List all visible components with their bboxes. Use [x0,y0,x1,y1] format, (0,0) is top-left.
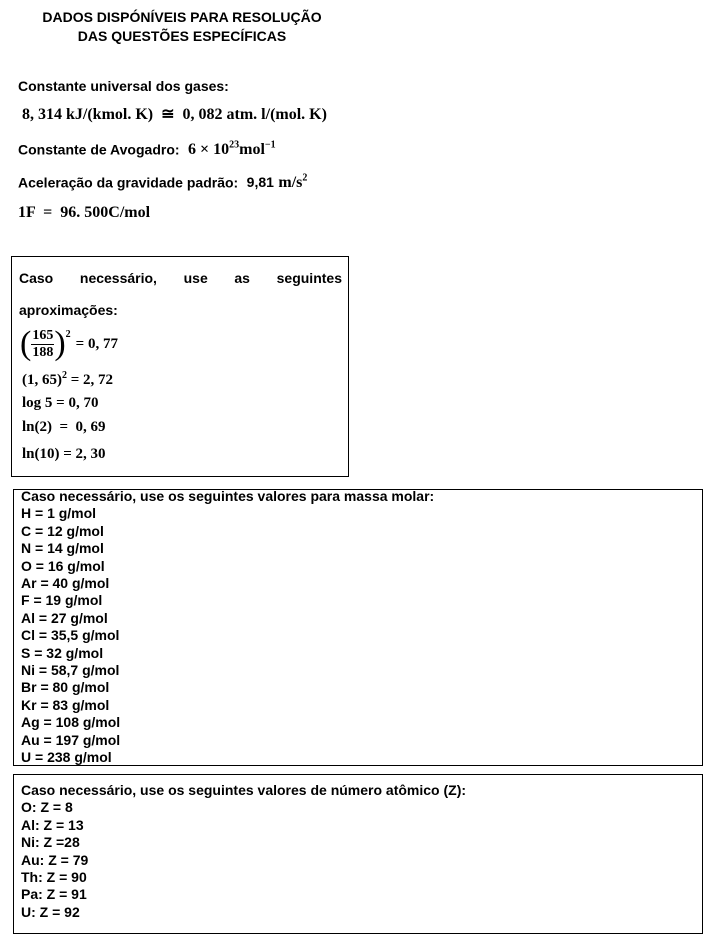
atomic-number-item: Pa: Z = 91 [21,886,87,903]
gas-constant-value: 8, 314 kJ/(kmol. K) ≅ 0, 082 atm. l/(mol. K) [22,106,327,123]
molar-mass-item: Cl = 35,5 g/mol [21,627,120,644]
title-line-2: DAS QUESTÕES ESPECÍFICAS [77,28,287,44]
intro-word-2: necessário, [79,270,157,286]
avogadro-row [18,140,276,159]
avogadro-exponent: 23 [229,140,240,151]
atomic-number-header: Caso necessário, use os seguintes valores de número atômico (Z): [21,782,467,798]
approx-item-3: log 5 = 0, 70 [22,395,99,411]
gravity-unit-text: m/s [278,174,303,192]
item2-exponent: 2 [62,370,67,381]
atomic-number-box [13,774,703,934]
item2-base: (1, 65) [22,372,62,388]
approximations-intro-2: aproximações: [19,302,118,318]
molar-mass-item: C = 12 g/mol [21,522,104,539]
molar-mass-item: Ni = 58,7 g/mol [21,662,120,678]
intro-word-1: Caso [19,270,54,286]
avogadro-unit-exponent: −1 [264,140,276,151]
atomic-number-item: Th: Z = 90 [21,869,87,885]
molar-mass-item: U = 238 g/mol [21,749,112,765]
approx-item-2 [22,370,113,389]
close-paren-glyph: ) [54,325,66,362]
open-paren-glyph: ( [20,325,32,362]
molar-mass-item: Au = 197 g/mol [21,731,121,748]
molar-mass-box [13,489,703,766]
approximations-box [11,256,349,477]
item2-result: = 2, 72 [70,372,114,388]
gravity-value: 9,81 [246,174,274,191]
approx-item-5: ln(10) = 2, 30 [22,446,106,462]
gravity-row [18,173,307,192]
molar-mass-item: H = 1 g/mol [21,505,97,522]
intro-word-3: use [183,270,208,286]
gravity-label: Aceleração da gravidade padrão: [18,174,239,191]
atomic-number-item: U: Z = 92 [21,903,80,920]
molar-mass-item: Kr = 83 g/mol [21,696,110,713]
intro-word-5: seguintes [276,270,342,286]
fraction-result: = 0, 77 [75,335,118,352]
atomic-number-item: Au: Z = 79 [21,851,89,868]
avogadro-base: 6 × 10 [187,141,230,159]
gravity-unit [278,174,307,191]
fraction-denominator: 188 [32,344,54,360]
molar-mass-item: O = 16 g/mol [21,557,105,574]
molar-mass-item: F = 19 g/mol [21,592,103,609]
avogadro-label: Constante de Avogadro: [18,141,180,158]
avogadro-unit: mol [239,141,265,159]
molar-mass-item: S = 32 g/mol [21,644,104,661]
approximations-intro [19,270,342,286]
molar-mass-item: Ag = 108 g/mol [21,714,121,731]
atomic-number-item: Al: Z = 13 [21,816,84,833]
atomic-number-item: Ni: Z =28 [21,834,80,851]
molar-mass-item: Ar = 40 g/mol [21,575,110,591]
atomic-number-item: O: Z = 8 [21,799,73,816]
approx-item-4: ln(2) = 0, 69 [22,419,106,435]
gas-constant-label: Constante universal dos gases: [18,78,229,94]
page-title [12,8,352,46]
molar-mass-item: Br = 80 g/mol [21,679,110,696]
intro-word-4: as [234,270,250,286]
faraday-constant: 1F = 96. 500C/mol [18,204,151,221]
fraction [31,328,54,361]
molar-mass-item: Al = 27 g/mol [21,609,108,626]
fraction-numerator: 165 [32,327,54,343]
fraction-exponent: 2 [65,329,71,340]
approx-fraction [20,327,118,361]
gravity-unit-exponent: 2 [302,173,308,184]
avogadro-value [188,141,276,158]
title-line-1: DADOS DISPÓNÍVEIS PARA RESOLUÇÃO [42,9,322,25]
molar-mass-header: Caso necessário, use os seguintes valores para massa molar: [21,488,435,504]
molar-mass-item: N = 14 g/mol [21,540,104,557]
